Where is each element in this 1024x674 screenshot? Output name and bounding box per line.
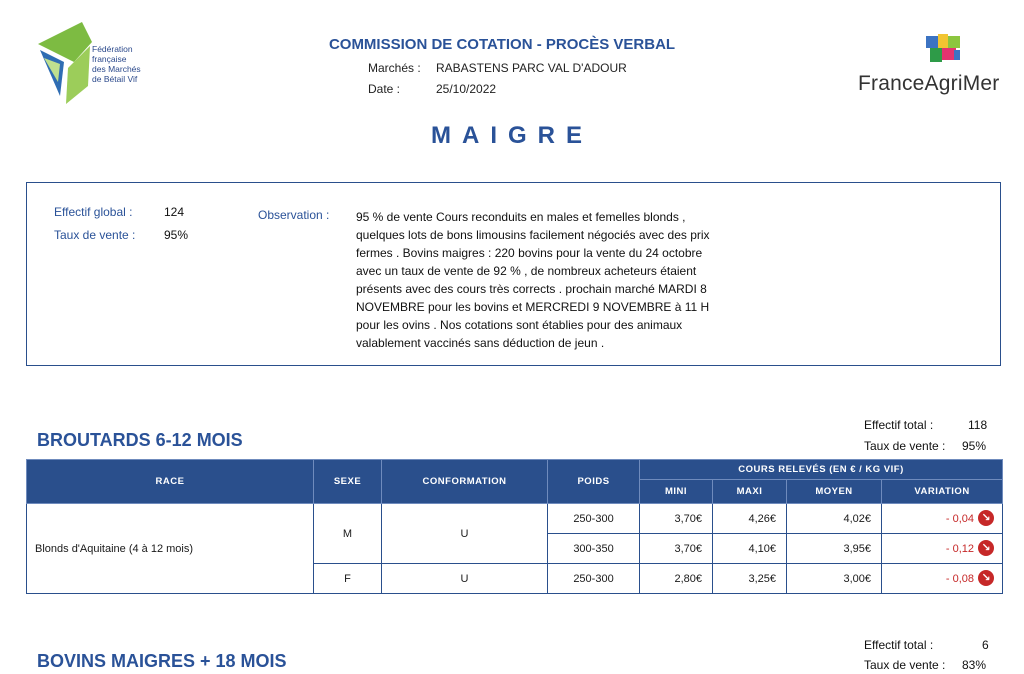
mini-cell: 2,80€: [640, 564, 713, 594]
variation-value: - 0,08: [945, 572, 975, 585]
variation-value: - 0,04: [945, 512, 975, 525]
conformation-cell: U: [382, 564, 548, 594]
table-row: [27, 504, 1003, 534]
variation-value: - 0,12: [945, 542, 975, 555]
variation-cell: [882, 534, 1003, 564]
price-table: [26, 459, 1003, 594]
sexe-cell: F: [314, 564, 382, 594]
bovins-effectif-value: 6: [982, 638, 989, 652]
taux-vente-label: Taux de vente :: [54, 228, 136, 242]
header-cours: COURS RELEVÉS (EN € / KG VIF): [640, 460, 1003, 480]
bovins-taux-value: 83%: [962, 658, 987, 672]
arrow-down-right-icon: ↘: [978, 540, 994, 556]
header-sexe: SEXE: [314, 460, 382, 504]
franceagrimer-logo-mark: [924, 32, 964, 68]
maxi-cell: 3,25€: [713, 564, 787, 594]
broutards-effectif-value: 118: [968, 418, 988, 432]
market-value: RABASTENS PARC VAL D'ADOUR: [436, 61, 627, 75]
bovins-taux-label: Taux de vente :: [864, 658, 946, 672]
effectif-global-label: Effectif global :: [54, 205, 133, 219]
maxi-cell: 4,10€: [713, 534, 787, 564]
bovins-title: BOVINS MAIGRES + 18 MOIS: [37, 651, 287, 671]
arrow-down-right-icon: ↘: [978, 570, 994, 586]
sexe-cell: M: [314, 504, 382, 564]
header-mini: MINI: [640, 480, 713, 504]
header-moyen: MOYEN: [787, 480, 882, 504]
mini-cell: 3,70€: [640, 504, 713, 534]
observation-text: 95 % de vente Cours reconduits en males et femelles blonds , quelques lots de bons limousins facilement négociés avec des prix fermes . Bovins maigres : 220 bovins pour la vente du 24 octobre avec un taux de vente de 92 % , de nombreux acheteurs étaient présents avec des cours très corrects . prochain marché MARDI 8 NOVEMBRE pour les bovins et MERCREDI 9 NOVEMBRE à 11 H pour les ovins . Nos cotations sont établies pour des animaux valablement vaccinés sans déduction de jeun .: [356, 210, 710, 350]
observation-label: Observation :: [258, 208, 330, 222]
taux-vente-value: 95%: [164, 228, 189, 242]
broutards-taux-value: 95%: [962, 439, 987, 453]
poids-cell: 250-300: [548, 564, 640, 594]
variation-cell: [882, 564, 1003, 594]
date-label: Date :: [368, 82, 401, 96]
mini-cell: 3,70€: [640, 534, 713, 564]
variation-cell: [882, 504, 1003, 534]
franceagrimer-logo-text: FranceAgriMer: [858, 72, 1000, 95]
header-variation: VARIATION: [882, 480, 1003, 504]
document-title: COMMISSION DE COTATION - PROCÈS VERBAL: [328, 36, 676, 53]
date-value: 25/10/2022: [436, 82, 497, 96]
effectif-global-value: 124: [164, 205, 185, 219]
conformation-cell: U: [382, 504, 548, 564]
broutards-effectif-label: Effectif total :: [864, 418, 934, 432]
broutards-title: BROUTARDS 6-12 MOIS: [37, 430, 243, 450]
header-conformation: CONFORMATION: [382, 460, 548, 504]
section-title: MAIGRE: [431, 122, 593, 149]
moyen-cell: 3,95€: [787, 534, 882, 564]
broutards-taux-label: Taux de vente :: [864, 439, 946, 453]
header-race: RACE: [27, 460, 314, 504]
bovins-effectif-label: Effectif total :: [864, 638, 934, 652]
market-label: Marchés :: [368, 61, 421, 75]
maxi-cell: 4,26€: [713, 504, 787, 534]
race-cell: Blonds d'Aquitaine (4 à 12 mois): [27, 504, 314, 594]
header-maxi: MAXI: [713, 480, 787, 504]
moyen-cell: 3,00€: [787, 564, 882, 594]
header-poids: POIDS: [548, 460, 640, 504]
arrow-down-right-icon: ↘: [978, 510, 994, 526]
poids-cell: 250-300: [548, 504, 640, 534]
poids-cell: 300-350: [548, 534, 640, 564]
moyen-cell: 4,02€: [787, 504, 882, 534]
federation-logo-text: Fédération française des Marchés de Bétail Vif: [92, 44, 141, 84]
